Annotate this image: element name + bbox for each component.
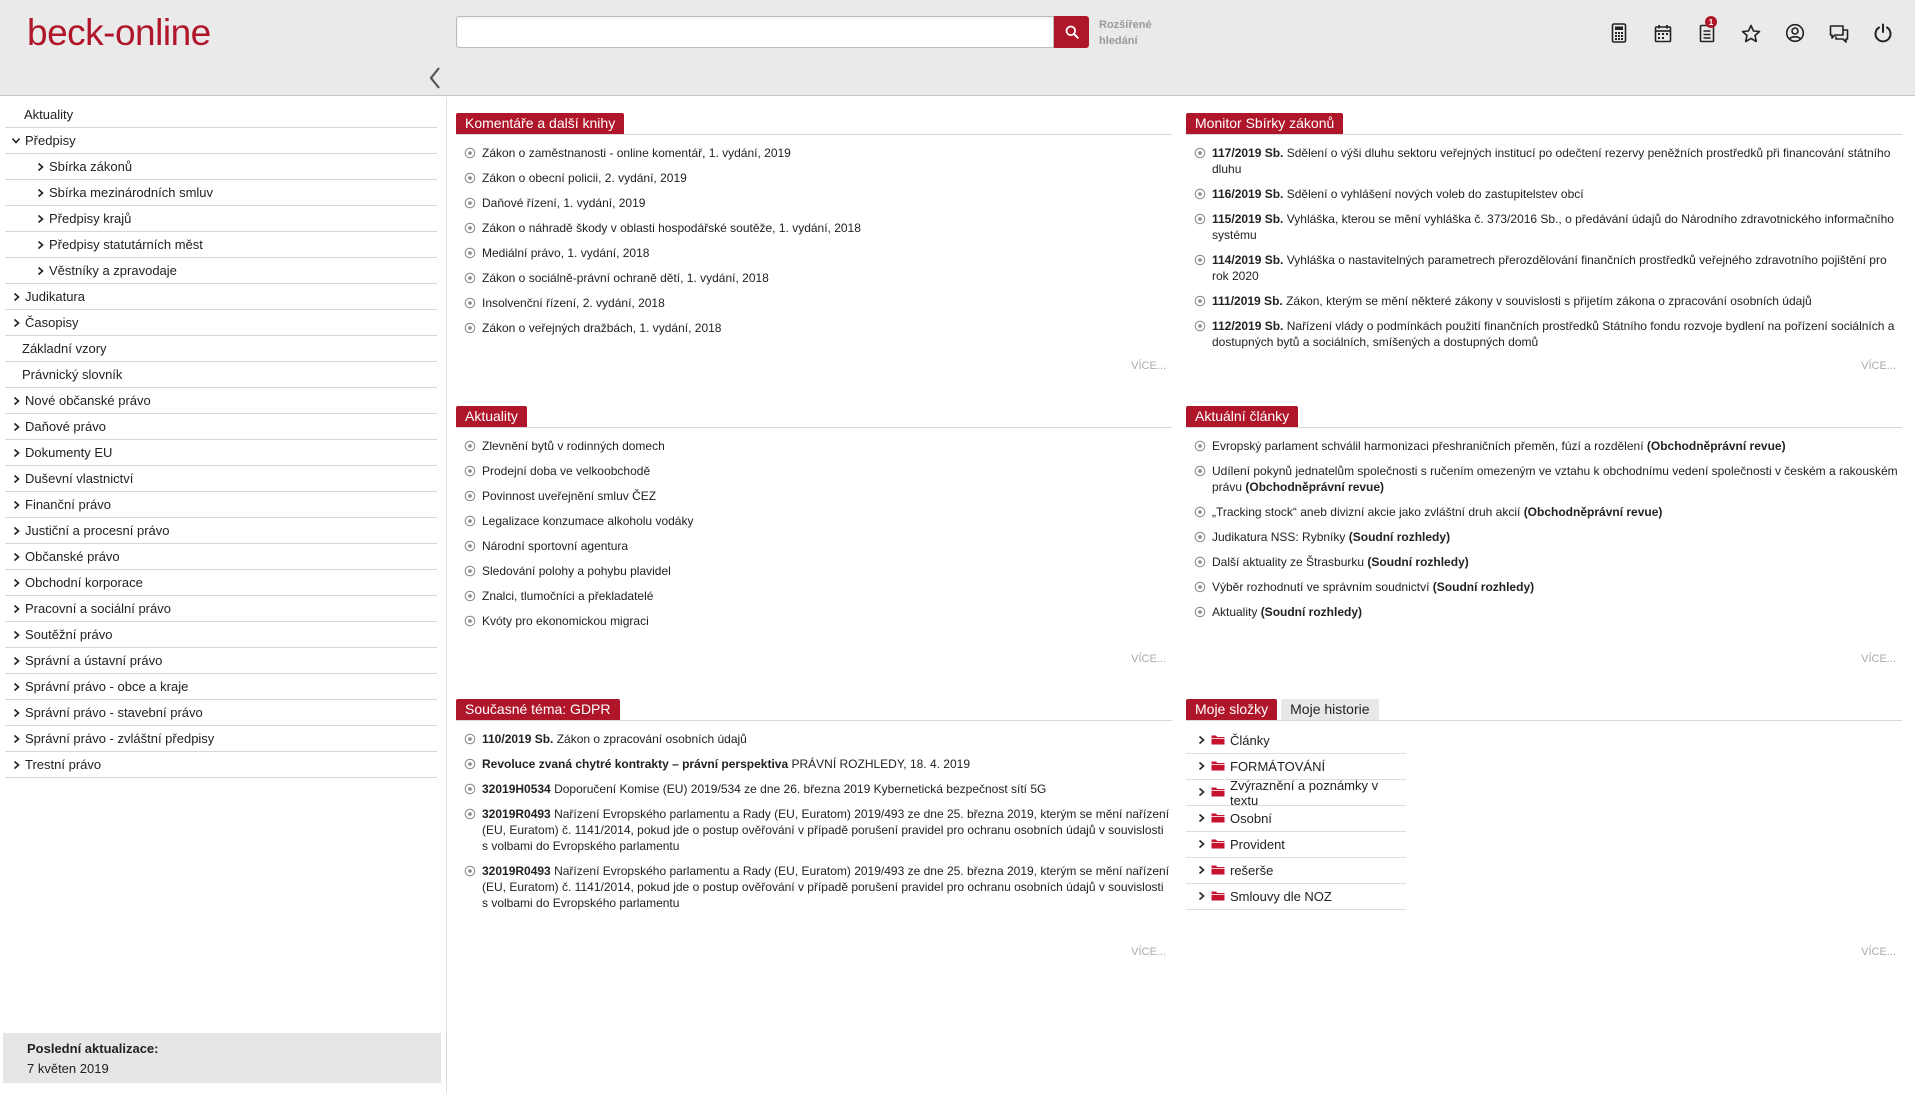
list-item[interactable] [456, 140, 1172, 165]
list-item-text [1212, 211, 1902, 243]
aktuality-list [456, 428, 1172, 633]
sidebar-item-label: Předpisy statutárních měst [49, 237, 203, 252]
list-item-code: 112/2019 Sb. [1212, 319, 1284, 333]
last-update-box [3, 1033, 441, 1083]
bullet-icon [464, 515, 476, 527]
list-item[interactable] [456, 433, 1172, 458]
list-item-code: 32019H0534 [482, 782, 551, 796]
advanced-search-link[interactable]: Rozšířené hledání [1099, 19, 1152, 47]
list-item-text [1212, 186, 1584, 202]
list-item-text: Zákon o obecní policii, 2. vydání, 2019 [482, 171, 687, 185]
chevron-right-icon [9, 422, 23, 432]
sidebar-item[interactable] [5, 102, 437, 128]
chevron-right-icon [9, 630, 23, 640]
chevron-down-icon [9, 137, 23, 144]
sidebar-item[interactable] [5, 596, 437, 622]
list-item-text: Mediální právo, 1. vydání, 2018 [482, 246, 650, 260]
bullet-icon [464, 297, 476, 309]
article-title: Evropský parlament schválil harmonizaci přeshraničních přeměn, fúzí a rozdělení [1212, 439, 1647, 453]
panel-komentare-title[interactable]: Komentáře a další knihy [456, 113, 624, 134]
panel-monitor-title[interactable]: Monitor Sbírky zákonů [1186, 113, 1343, 134]
list-item-text [1212, 438, 1786, 454]
sidebar-item-label: Justiční a procesní právo [25, 523, 170, 538]
chevron-right-icon [33, 188, 47, 198]
list-item-text [482, 863, 1172, 911]
list-item-text: Zákon o náhradě škody v oblasti hospodářské soutěže, 1. vydání, 2018 [482, 221, 861, 235]
list-item-text: Insolvenční řízení, 2. vydání, 2018 [482, 296, 665, 310]
calendar-icon[interactable] [1641, 18, 1685, 48]
monitor-more-link[interactable]: VÍCE... [1861, 360, 1896, 372]
list-item-desc: PRÁVNÍ ROZHLEDY, 18. 4. 2019 [788, 757, 971, 771]
bullet-icon [464, 783, 476, 795]
list-item-code: 111/2019 Sb. [1212, 294, 1283, 308]
chevron-right-icon [1198, 837, 1205, 852]
chevron-right-icon [1198, 733, 1205, 748]
list-item-code: 116/2019 Sb. [1212, 187, 1284, 201]
list-item-text [482, 731, 747, 747]
sidebar-item[interactable] [5, 544, 437, 570]
sidebar-item-label: Finanční právo [25, 497, 111, 512]
sidebar-item-label: Věstníky a zpravodaje [49, 263, 177, 278]
chevron-right-icon [9, 526, 23, 536]
list-item[interactable] [1186, 524, 1902, 549]
panel-clanky [1186, 406, 1902, 671]
sidebar-item-label: Obchodní korporace [25, 575, 143, 590]
star-icon[interactable] [1729, 18, 1773, 48]
list-item-text [482, 756, 970, 772]
list-item-text: Zákon o sociálně-právní ochraně dětí, 1. vydání, 2018 [482, 271, 769, 285]
toolbar-icons [1597, 18, 1905, 48]
bullet-icon [1194, 188, 1206, 200]
sidebar-item[interactable] [5, 388, 437, 414]
list-item[interactable] [1186, 549, 1902, 574]
folder-icon [1211, 785, 1225, 800]
clanky-list [1186, 428, 1902, 624]
list-item-text [1212, 604, 1362, 620]
logo[interactable]: beck-online [27, 12, 211, 53]
chevron-right-icon [9, 396, 23, 406]
article-title: Udílení pokynů jednatelům společnosti s ručením omezeným ve vztahu k obchodnímu vedení společnosti v českém a rakouském právu [1212, 464, 1898, 494]
sidebar-item[interactable] [5, 258, 437, 284]
article-source: (Obchodněprávní revue) [1646, 439, 1786, 453]
chevron-right-icon [9, 604, 23, 614]
list-item[interactable] [1186, 599, 1902, 624]
list-item[interactable] [456, 265, 1172, 290]
sidebar-item-label: Nové občanské právo [25, 393, 151, 408]
sidebar-item-label: Právnický slovník [22, 367, 123, 382]
folder-item[interactable] [1186, 884, 1406, 910]
sidebar-item[interactable] [5, 206, 437, 232]
list-item[interactable] [456, 190, 1172, 215]
folder-item[interactable] [1186, 806, 1406, 832]
sidebar-item[interactable] [5, 752, 437, 778]
list-item-desc: Nařízení Evropského parlamentu a Rady (EU, Euratom) 2019/493 ze dne 25. března 2019, kterým se mění nařízení (EU, Euratom) č. 1141/2014, pokud jde o postup ověřování v případě porušení pravidel pro ochranu osobních údajů v souvislosti s volbami do Evropského parlamentu [482, 864, 1170, 910]
sidebar-item-label: Předpisy krajů [49, 211, 132, 226]
last-update-date: 7 květen 2019 [27, 1061, 109, 1076]
folder-label: Provident [1230, 837, 1285, 852]
article-title: Judikatura NSS: Rybníky [1212, 530, 1349, 544]
sidebar-item[interactable] [5, 622, 437, 648]
sidebar-item-label: Správní právo - zvláštní předpisy [25, 731, 215, 746]
sidebar-item[interactable] [5, 700, 437, 726]
gdpr-more-link[interactable]: VÍCE... [1131, 946, 1166, 958]
sidebar-item-label: Trestní právo [25, 757, 102, 772]
folder-label: Smlouvy dle NOZ [1230, 889, 1332, 904]
chevron-right-icon [1198, 863, 1205, 878]
komentare-more-link[interactable]: VÍCE... [1131, 360, 1166, 372]
list-item[interactable] [456, 776, 1172, 801]
list-item-code: 115/2019 Sb. [1212, 212, 1284, 226]
chevron-right-icon [33, 240, 47, 250]
sidebar-item-label: Občanské právo [25, 549, 120, 564]
panel-clanky-title[interactable]: Aktuální články [1186, 406, 1298, 427]
tab-moje-historie[interactable]: Moje historie [1281, 699, 1378, 720]
chevron-right-icon [9, 734, 23, 744]
gdpr-list [456, 721, 1172, 915]
list-item-text: Zlevnění bytů v rodinných domech [482, 439, 665, 453]
list-item[interactable] [1186, 458, 1902, 499]
list-item-text: Prodejní doba ve velkoobchodě [482, 464, 651, 478]
sidebar-item[interactable] [5, 466, 437, 492]
list-item-desc: Nařízení Evropského parlamentu a Rady (EU, Euratom) 2019/493 ze dne 25. března 2019, kterým se mění nařízení (EU, Euratom) č. 1141/2014, pokud jde o postup ověřování v případě porušení pravidel pro ochranu osobních údajů v souvislosti s volbami do Evropského parlamentu [482, 807, 1170, 853]
list-item-desc: Vyhláška, kterou se mění vyhláška č. 373/2016 Sb., o předávání údajů do Národního zdravotnického informačního systému [1212, 212, 1894, 242]
list-item-text: Národní sportovní agentura [482, 539, 629, 553]
calculator-icon[interactable] [1597, 18, 1641, 48]
panel-aktuality [456, 406, 1172, 671]
list-item-text: Zákon o veřejných dražbách, 1. vydání, 2018 [482, 321, 722, 335]
sidebar-item-label: Správní právo - obce a kraje [25, 679, 189, 694]
panel-slozky [1186, 699, 1902, 964]
aktuality-more-link[interactable]: VÍCE... [1131, 653, 1166, 665]
chevron-right-icon [9, 578, 23, 588]
sidebar-item[interactable] [5, 414, 437, 440]
folder-item[interactable] [1186, 754, 1406, 780]
panel-gdpr-title[interactable]: Současné téma: GDPR [456, 699, 620, 720]
bullet-icon [1194, 147, 1206, 159]
folder-icon [1211, 837, 1225, 852]
komentare-list [456, 135, 1172, 340]
list-item-desc: Sdělení o vyhlášení nových voleb do zastupitelstev obcí [1283, 187, 1584, 201]
list-item[interactable] [1186, 247, 1902, 288]
sidebar-item-label: Duševní vlastnictví [25, 471, 134, 486]
user-icon[interactable] [1773, 18, 1817, 48]
folder-icon [1211, 759, 1225, 774]
list-item-text: Kvóty pro ekonomickou migraci [482, 614, 649, 628]
sidebar-item[interactable] [5, 180, 437, 206]
bullet-icon [464, 808, 476, 820]
article-title: Další aktuality ze Štrasburku [1212, 555, 1368, 569]
list-item[interactable] [1186, 206, 1902, 247]
list-item[interactable] [456, 240, 1172, 265]
folder-icon [1211, 863, 1225, 878]
sidebar-nav [0, 97, 442, 778]
list-item-desc: Doporučení Komise (EU) 2019/534 ze dne 26. března 2019 Kybernetická bezpečnost sítí 5G [550, 782, 1047, 796]
list-item-text: Daňové řízení, 1. vydání, 2019 [482, 196, 646, 210]
folder-item[interactable] [1186, 858, 1406, 884]
bullet-icon [1194, 581, 1206, 593]
list-item-text: Znalci, tlumočníci a překladatelé [482, 589, 654, 603]
bullet-icon [464, 272, 476, 284]
bullet-icon [1194, 295, 1206, 307]
list-item-text [1212, 554, 1469, 570]
sidebar-item[interactable] [5, 284, 437, 310]
list-item[interactable] [456, 583, 1172, 608]
article-source: (Obchodněprávní revue) [1245, 480, 1385, 494]
bullet-icon [464, 322, 476, 334]
sidebar-item-label: Správní a ústavní právo [25, 653, 163, 668]
chevron-right-icon [9, 318, 23, 328]
bullet-icon [464, 197, 476, 209]
bullet-icon [464, 222, 476, 234]
list-item-text [1212, 145, 1902, 177]
bullet-icon [464, 172, 476, 184]
sidebar-item-label: Soutěžní právo [25, 627, 113, 642]
sidebar-item-label: Správní právo - stavební právo [25, 705, 203, 720]
chevron-right-icon [9, 474, 23, 484]
bullet-icon [1194, 506, 1206, 518]
list-item-code: 110/2019 Sb. [482, 732, 554, 746]
top-header [0, 0, 1915, 96]
list-item[interactable] [1186, 574, 1902, 599]
chevron-right-icon [9, 292, 23, 302]
folder-icon [1211, 811, 1225, 826]
bullet-icon [1194, 254, 1206, 266]
article-source: (Soudní rozhledy) [1260, 605, 1363, 619]
sidebar-item-label: Časopisy [25, 315, 79, 330]
folder-label: Články [1230, 733, 1270, 748]
panel-aktuality-title[interactable]: Aktuality [456, 406, 527, 427]
sidebar-item[interactable] [5, 154, 437, 180]
bullet-icon [464, 247, 476, 259]
sidebar-item-label: Sbírka mezinárodních smluv [49, 185, 214, 200]
bullet-icon [1194, 606, 1206, 618]
sidebar-item[interactable] [5, 128, 437, 154]
notification-badge: 1 [1705, 16, 1717, 28]
sidebar-item-label: Daňové právo [25, 419, 106, 434]
bullet-icon [464, 758, 476, 770]
logout-icon[interactable] [1861, 18, 1905, 48]
list-item[interactable] [456, 608, 1172, 633]
sidebar-item-label: Dokumenty EU [25, 445, 113, 460]
folder-label: rešerše [1230, 863, 1274, 878]
notifications-icon[interactable] [1685, 18, 1729, 48]
clanky-more-link[interactable]: VÍCE... [1861, 653, 1896, 665]
monitor-list [1186, 135, 1902, 354]
list-item-desc: Zákon, kterým se mění některé zákony v souvislosti s přijetím zákona o zpracování osobních údajů [1282, 294, 1812, 308]
list-item[interactable] [1186, 433, 1902, 458]
article-source: (Soudní rozhledy) [1348, 530, 1451, 544]
chat-icon[interactable] [1817, 18, 1861, 48]
list-item-text [1212, 252, 1902, 284]
list-item[interactable] [456, 215, 1172, 240]
list-item[interactable] [456, 533, 1172, 558]
folder-label: FORMÁTOVÁNÍ [1230, 759, 1326, 774]
list-item-code: 114/2019 Sb. [1212, 253, 1284, 267]
sidebar-item[interactable] [5, 570, 437, 596]
bullet-icon [464, 865, 476, 877]
list-item-text: Povinnost uveřejnění smluv ČEZ [482, 489, 657, 503]
bullet-icon [1194, 320, 1206, 332]
list-item[interactable] [1186, 288, 1902, 313]
list-item[interactable] [1186, 181, 1902, 206]
list-item[interactable] [456, 726, 1172, 751]
chevron-right-icon [9, 552, 23, 562]
bullet-icon [464, 465, 476, 477]
sidebar-item[interactable] [5, 336, 437, 362]
bullet-icon [464, 490, 476, 502]
list-item-text: Legalizace konzumace alkoholu vodáky [482, 514, 694, 528]
sidebar [0, 97, 447, 1093]
bullet-icon [464, 615, 476, 627]
chevron-right-icon [1198, 759, 1205, 774]
sidebar-item[interactable] [5, 362, 437, 388]
sidebar-item-label: Pracovní a sociální právo [25, 601, 171, 616]
list-item[interactable] [1186, 499, 1902, 524]
bullet-icon [1194, 556, 1206, 568]
list-item-code: 32019R0493 [482, 807, 551, 821]
sidebar-item[interactable] [5, 518, 437, 544]
chevron-right-icon [33, 266, 47, 276]
list-item-text [482, 781, 1046, 797]
folder-icon [1211, 889, 1225, 904]
list-item-code: 117/2019 Sb. [1212, 146, 1284, 160]
chevron-right-icon [9, 760, 23, 770]
list-item-text [482, 806, 1172, 854]
slozky-more-link[interactable]: VÍCE... [1861, 946, 1896, 958]
sidebar-item[interactable] [5, 648, 437, 674]
folder-label: Zvýraznění a poznámky v textu [1230, 777, 1379, 808]
tab-moje-slozky[interactable]: Moje složky [1186, 699, 1277, 720]
search-button[interactable] [1054, 16, 1089, 48]
list-item-desc: Nařízení vlády o podmínkách použití finančních prostředků Státního fondu rozvoje bydlení na pořízení sociálních a dostupných bytů a sociálních, smíšených a dostupných domů [1212, 319, 1895, 349]
search-icon [1065, 25, 1079, 39]
list-item-desc: Sdělení o výši dluhu sektoru veřejných institucí po odečtení rezervy peněžních prostředků při financování státního dluhu [1212, 146, 1891, 176]
list-item[interactable] [456, 165, 1172, 190]
folder-icon [1211, 733, 1225, 748]
sidebar-item[interactable] [5, 492, 437, 518]
list-item-desc: Vyhláška o nastavitelných parametrech přerozdělování finančních prostředků veřejného zdravotního pojištění pro rok 2020 [1212, 253, 1887, 283]
sidebar-item[interactable] [5, 310, 437, 336]
list-item-text [1212, 529, 1450, 545]
chevron-right-icon [9, 682, 23, 692]
bullet-icon [1194, 465, 1206, 477]
bullet-icon [464, 590, 476, 602]
folders-list [1186, 721, 1406, 910]
sidebar-item-label: Aktuality [24, 107, 74, 122]
list-item-code: Revoluce zvaná chytré kontrakty – právní perspektiva [482, 757, 789, 771]
chevron-right-icon [1198, 811, 1205, 826]
list-item[interactable] [456, 858, 1172, 915]
sidebar-item[interactable] [5, 440, 437, 466]
article-title: „Tracking stock“ aneb divizní akcie jako zvláštní druh akcií [1212, 505, 1524, 519]
list-item[interactable] [456, 558, 1172, 583]
chevron-right-icon [9, 656, 23, 666]
article-title: Aktuality [1212, 605, 1261, 619]
article-title: Výběr rozhodnutí ve správním soudnictví [1212, 580, 1433, 594]
folder-item[interactable] [1186, 832, 1406, 858]
list-item-text: Sledování polohy a pohybu plavidel [482, 564, 671, 578]
last-update-title: Poslední aktualizace: [27, 1041, 159, 1056]
list-item[interactable] [456, 751, 1172, 776]
bullet-icon [1194, 440, 1206, 452]
sidebar-item-label: Sbírka zákonů [49, 159, 133, 174]
chevron-right-icon [33, 214, 47, 224]
chevron-right-icon [1198, 785, 1205, 800]
bullet-icon [464, 147, 476, 159]
list-item[interactable] [456, 315, 1172, 340]
bullet-icon [1194, 531, 1206, 543]
sidebar-item[interactable] [5, 674, 437, 700]
list-item[interactable] [1186, 313, 1902, 354]
list-item-text: Zákon o zaměstnanosti - online komentář, 1. vydání, 2019 [482, 146, 791, 160]
article-source: (Soudní rozhledy) [1367, 555, 1469, 569]
chevron-right-icon [9, 448, 23, 458]
bullet-icon [464, 733, 476, 745]
panel-komentare [456, 113, 1172, 378]
list-item[interactable] [456, 483, 1172, 508]
list-item[interactable] [456, 458, 1172, 483]
list-item-text [1212, 504, 1662, 520]
sidebar-item-label: Základní vzory [22, 341, 107, 356]
list-item-text [1212, 293, 1812, 309]
list-item-text [1212, 318, 1902, 350]
article-source: (Obchodněprávní revue) [1523, 505, 1663, 519]
panel-gdpr [456, 699, 1172, 964]
folder-item[interactable] [1186, 728, 1406, 754]
chevron-right-icon [9, 708, 23, 718]
list-item-text [1212, 579, 1534, 595]
list-item-text [1212, 463, 1902, 495]
article-source: (Soudní rozhledy) [1432, 580, 1535, 594]
bullet-icon [1194, 213, 1206, 225]
folder-item[interactable] [1186, 777, 1406, 808]
list-item[interactable] [456, 290, 1172, 315]
list-item-code: 32019R0493 [482, 864, 551, 878]
list-item[interactable] [456, 801, 1172, 858]
sidebar-item-label: Judikatura [25, 289, 85, 304]
bullet-icon [464, 540, 476, 552]
panel-monitor [1186, 113, 1902, 378]
sidebar-collapse-arrow-icon[interactable] [428, 66, 442, 95]
chevron-right-icon [9, 500, 23, 510]
sidebar-item[interactable] [5, 726, 437, 752]
list-item[interactable] [456, 508, 1172, 533]
bullet-icon [464, 440, 476, 452]
search-input[interactable] [456, 16, 1054, 48]
bullet-icon [464, 565, 476, 577]
folder-label: Osobní [1230, 811, 1272, 826]
list-item-desc: Zákon o zpracování osobních údajů [553, 732, 747, 746]
chevron-right-icon [33, 162, 47, 172]
sidebar-item[interactable] [5, 232, 437, 258]
chevron-right-icon [1198, 889, 1205, 904]
sidebar-item-label: Předpisy [25, 133, 76, 148]
list-item[interactable] [1186, 140, 1902, 181]
